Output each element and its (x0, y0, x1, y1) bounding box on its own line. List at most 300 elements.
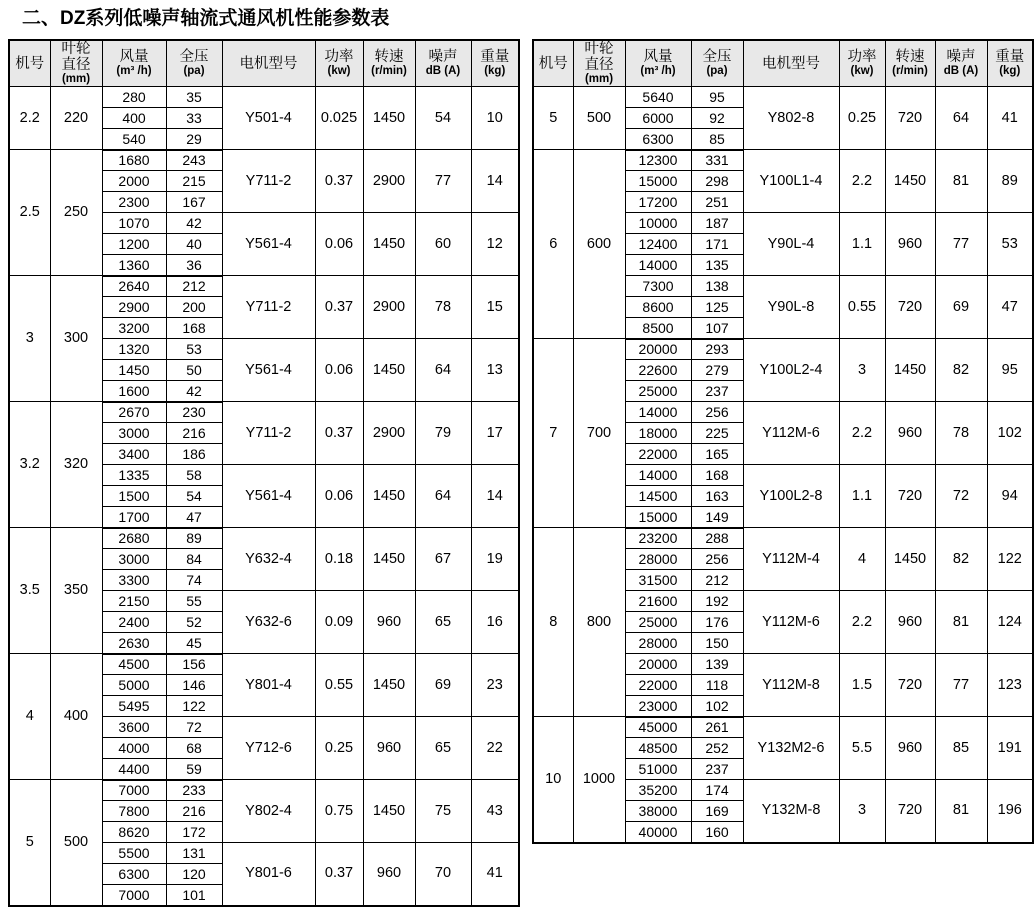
cell-weight: 16 (471, 591, 519, 654)
cell-speed: 960 (885, 717, 935, 780)
cell-air-flow: 2640 (102, 276, 166, 297)
cell-weight: 53 (987, 213, 1033, 276)
spec-table-right (532, 39, 1034, 844)
cell-noise: 64 (415, 465, 471, 528)
column-header-unit: dB (A) (425, 65, 461, 78)
cell-power: 0.37 (315, 402, 363, 465)
column-header-unit: (r/min) (371, 65, 407, 78)
cell-total-pressure: 169 (691, 801, 743, 822)
cell-air-flow: 3400 (102, 444, 166, 465)
cell-air-flow: 8620 (102, 822, 166, 843)
cell-power: 0.75 (315, 780, 363, 843)
cell-air-flow: 5640 (625, 87, 691, 108)
cell-power: 0.18 (315, 528, 363, 591)
cell-impeller-diameter: 1000 (573, 717, 625, 843)
cell-air-flow: 1450 (102, 360, 166, 381)
cell-total-pressure: 230 (166, 402, 222, 423)
cell-air-flow: 1600 (102, 381, 166, 402)
cell-weight: 124 (987, 591, 1033, 654)
cell-weight: 41 (987, 87, 1033, 150)
cell-impeller-diameter: 250 (50, 150, 102, 276)
column-header-unit: (m³ /h) (640, 65, 676, 78)
cell-power: 0.06 (315, 339, 363, 402)
cell-total-pressure: 89 (166, 528, 222, 549)
header-row (9, 40, 519, 87)
right-table-wrapper (532, 39, 1034, 844)
cell-air-flow: 2670 (102, 402, 166, 423)
cell-speed: 720 (885, 465, 935, 528)
cell-air-flow: 7800 (102, 801, 166, 822)
cell-total-pressure: 45 (166, 633, 222, 654)
table-row (533, 717, 1033, 738)
cell-air-flow: 31500 (625, 570, 691, 591)
cell-noise: 79 (415, 402, 471, 465)
column-header-model (743, 40, 839, 87)
column-header-text: 风量 (643, 49, 673, 66)
cell-noise: 82 (935, 528, 987, 591)
cell-air-flow: 14000 (625, 255, 691, 276)
column-header-text: 叶轮 (584, 41, 614, 57)
cell-noise: 78 (415, 276, 471, 339)
column-header-noise (415, 40, 471, 87)
column-header-text: 全压 (702, 49, 732, 66)
cell-total-pressure: 102 (691, 696, 743, 717)
cell-air-flow: 3600 (102, 717, 166, 738)
cell-noise: 81 (935, 591, 987, 654)
column-header-unit: (mm) (61, 73, 91, 86)
cell-air-flow: 51000 (625, 759, 691, 780)
cell-impeller-diameter: 220 (50, 87, 102, 150)
cell-air-flow: 4000 (102, 738, 166, 759)
cell-weight: 23 (471, 654, 519, 717)
cell-noise: 72 (935, 465, 987, 528)
cell-air-flow: 48500 (625, 738, 691, 759)
cell-fan-number: 3.5 (9, 528, 50, 654)
cell-noise: 81 (935, 780, 987, 843)
cell-impeller-diameter: 500 (573, 87, 625, 150)
cell-motor-model: Y112M-4 (743, 528, 839, 591)
table-row (9, 528, 519, 549)
cell-air-flow: 15000 (625, 507, 691, 528)
cell-total-pressure: 122 (166, 696, 222, 717)
cell-air-flow: 25000 (625, 612, 691, 633)
cell-total-pressure: 42 (166, 213, 222, 234)
cell-weight: 102 (987, 402, 1033, 465)
header-row (533, 40, 1033, 87)
cell-fan-number: 2.5 (9, 150, 50, 276)
cell-total-pressure: 138 (691, 276, 743, 297)
column-header-flow (102, 40, 166, 87)
cell-power: 0.37 (315, 150, 363, 213)
tables-container (0, 39, 1025, 907)
cell-total-pressure: 174 (691, 780, 743, 801)
cell-total-pressure: 160 (691, 822, 743, 843)
cell-fan-number: 10 (533, 717, 573, 843)
cell-motor-model: Y112M-8 (743, 654, 839, 717)
cell-air-flow: 3000 (102, 549, 166, 570)
cell-weight: 43 (471, 780, 519, 843)
cell-total-pressure: 125 (691, 297, 743, 318)
cell-power: 0.06 (315, 213, 363, 276)
cell-air-flow: 25000 (625, 381, 691, 402)
cell-air-flow: 40000 (625, 822, 691, 843)
column-header-text: 噪声 (946, 49, 976, 66)
cell-motor-model: Y90L-8 (743, 276, 839, 339)
cell-air-flow: 14000 (625, 465, 691, 486)
cell-air-flow: 7000 (102, 780, 166, 801)
column-header-flow (625, 40, 691, 87)
cell-fan-number: 2.2 (9, 87, 50, 150)
cell-weight: 14 (471, 465, 519, 528)
cell-total-pressure: 256 (691, 402, 743, 423)
cell-weight: 19 (471, 528, 519, 591)
column-header-unit: (kg) (999, 65, 1021, 78)
column-header-dia (50, 40, 102, 87)
cell-noise: 54 (415, 87, 471, 150)
table-row (9, 402, 519, 423)
cell-air-flow: 7000 (102, 885, 166, 906)
cell-total-pressure: 146 (166, 675, 222, 696)
cell-weight: 47 (987, 276, 1033, 339)
cell-air-flow: 3300 (102, 570, 166, 591)
cell-air-flow: 2680 (102, 528, 166, 549)
cell-weight: 95 (987, 339, 1033, 402)
column-header-text: 风量 (119, 49, 149, 66)
cell-air-flow: 18000 (625, 423, 691, 444)
cell-total-pressure: 216 (166, 801, 222, 822)
column-header-noise (935, 40, 987, 87)
cell-air-flow: 28000 (625, 549, 691, 570)
cell-noise: 67 (415, 528, 471, 591)
cell-total-pressure: 261 (691, 717, 743, 738)
cell-total-pressure: 139 (691, 654, 743, 675)
cell-air-flow: 1200 (102, 234, 166, 255)
cell-air-flow: 3200 (102, 318, 166, 339)
cell-motor-model: Y561-4 (222, 339, 315, 402)
cell-impeller-diameter: 320 (50, 402, 102, 528)
cell-fan-number: 3.2 (9, 402, 50, 528)
cell-noise: 82 (935, 339, 987, 402)
cell-noise: 78 (935, 402, 987, 465)
cell-total-pressure: 252 (691, 738, 743, 759)
cell-air-flow: 6000 (625, 108, 691, 129)
cell-power: 2.2 (839, 591, 885, 654)
cell-motor-model: Y561-4 (222, 465, 315, 528)
cell-air-flow: 1700 (102, 507, 166, 528)
cell-total-pressure: 68 (166, 738, 222, 759)
cell-power: 0.025 (315, 87, 363, 150)
column-header-model (222, 40, 315, 87)
table-row (533, 528, 1033, 549)
cell-total-pressure: 293 (691, 339, 743, 360)
cell-air-flow: 6300 (102, 864, 166, 885)
cell-total-pressure: 192 (691, 591, 743, 612)
cell-motor-model: Y100L2-8 (743, 465, 839, 528)
cell-weight: 13 (471, 339, 519, 402)
column-header-unit: (m³ /h) (116, 65, 152, 78)
cell-air-flow: 38000 (625, 801, 691, 822)
cell-weight: 123 (987, 654, 1033, 717)
cell-speed: 1450 (363, 780, 415, 843)
column-header-text: 机号 (15, 55, 45, 72)
cell-air-flow: 10000 (625, 213, 691, 234)
column-header-no (533, 40, 573, 87)
cell-speed: 1450 (885, 528, 935, 591)
cell-air-flow: 22600 (625, 360, 691, 381)
column-header-text: 噪声 (428, 49, 458, 66)
cell-air-flow: 14500 (625, 486, 691, 507)
cell-air-flow: 7300 (625, 276, 691, 297)
table-row (533, 150, 1033, 171)
cell-air-flow: 17200 (625, 192, 691, 213)
cell-total-pressure: 251 (691, 192, 743, 213)
cell-power: 1.1 (839, 465, 885, 528)
cell-power: 0.55 (315, 654, 363, 717)
cell-air-flow: 20000 (625, 654, 691, 675)
cell-total-pressure: 53 (166, 339, 222, 360)
cell-speed: 960 (363, 591, 415, 654)
cell-air-flow: 1680 (102, 150, 166, 171)
cell-air-flow: 12400 (625, 234, 691, 255)
cell-motor-model: Y802-4 (222, 780, 315, 843)
cell-total-pressure: 298 (691, 171, 743, 192)
cell-impeller-diameter: 700 (573, 339, 625, 528)
cell-motor-model: Y112M-6 (743, 591, 839, 654)
cell-weight: 196 (987, 780, 1033, 843)
cell-total-pressure: 85 (691, 129, 743, 150)
cell-noise: 65 (415, 591, 471, 654)
cell-air-flow: 2900 (102, 297, 166, 318)
cell-air-flow: 12300 (625, 150, 691, 171)
cell-total-pressure: 212 (166, 276, 222, 297)
cell-noise: 77 (415, 150, 471, 213)
cell-total-pressure: 243 (166, 150, 222, 171)
cell-motor-model: Y801-6 (222, 843, 315, 906)
cell-motor-model: Y132M2-6 (743, 717, 839, 780)
cell-noise: 75 (415, 780, 471, 843)
cell-total-pressure: 118 (691, 675, 743, 696)
page-title: 二、DZ系列低噪声轴流式通风机性能参数表 (22, 8, 390, 29)
cell-noise: 70 (415, 843, 471, 906)
cell-air-flow: 23000 (625, 696, 691, 717)
cell-speed: 1450 (363, 654, 415, 717)
column-header-press (166, 40, 222, 87)
cell-total-pressure: 72 (166, 717, 222, 738)
cell-speed: 720 (885, 276, 935, 339)
cell-air-flow: 2300 (102, 192, 166, 213)
column-header-dia (573, 40, 625, 87)
cell-power: 0.25 (839, 87, 885, 150)
column-header-text: 转速 (374, 49, 404, 66)
cell-speed: 1450 (363, 213, 415, 276)
cell-air-flow: 20000 (625, 339, 691, 360)
cell-air-flow: 1360 (102, 255, 166, 276)
cell-speed: 720 (885, 87, 935, 150)
cell-power: 5.5 (839, 717, 885, 780)
cell-total-pressure: 200 (166, 297, 222, 318)
cell-total-pressure: 107 (691, 318, 743, 339)
cell-total-pressure: 58 (166, 465, 222, 486)
column-header-text: 转速 (895, 49, 925, 66)
cell-total-pressure: 74 (166, 570, 222, 591)
cell-total-pressure: 167 (166, 192, 222, 213)
cell-motor-model: Y561-4 (222, 213, 315, 276)
column-header-unit: (pa) (706, 65, 728, 78)
cell-speed: 1450 (363, 465, 415, 528)
cell-air-flow: 4500 (102, 654, 166, 675)
cell-total-pressure: 92 (691, 108, 743, 129)
cell-motor-model: Y112M-6 (743, 402, 839, 465)
column-header-unit: (kg) (484, 65, 506, 78)
cell-speed: 1450 (885, 150, 935, 213)
column-header-text: 功率 (324, 49, 354, 66)
column-header-no (9, 40, 50, 87)
cell-air-flow: 540 (102, 129, 166, 150)
cell-total-pressure: 52 (166, 612, 222, 633)
cell-air-flow: 400 (102, 108, 166, 129)
cell-total-pressure: 95 (691, 87, 743, 108)
cell-total-pressure: 33 (166, 108, 222, 129)
cell-total-pressure: 187 (691, 213, 743, 234)
cell-impeller-diameter: 600 (573, 150, 625, 339)
column-header-rpm (363, 40, 415, 87)
table-body-right (533, 87, 1033, 843)
cell-air-flow: 1500 (102, 486, 166, 507)
cell-total-pressure: 165 (691, 444, 743, 465)
table-header-left (9, 40, 519, 87)
cell-weight: 12 (471, 213, 519, 276)
cell-total-pressure: 149 (691, 507, 743, 528)
cell-power: 2.2 (839, 150, 885, 213)
cell-noise: 69 (935, 276, 987, 339)
cell-motor-model: Y801-4 (222, 654, 315, 717)
column-header-text-2: 直径 (584, 57, 614, 74)
column-header-unit: dB (A) (943, 65, 979, 78)
cell-air-flow: 2000 (102, 171, 166, 192)
cell-weight: 10 (471, 87, 519, 150)
column-header-unit: (r/min) (892, 65, 928, 78)
spec-table-left (8, 39, 520, 907)
cell-air-flow: 5000 (102, 675, 166, 696)
cell-noise: 69 (415, 654, 471, 717)
cell-total-pressure: 172 (166, 822, 222, 843)
cell-air-flow: 2630 (102, 633, 166, 654)
cell-weight: 191 (987, 717, 1033, 780)
cell-power: 0.37 (315, 843, 363, 906)
cell-air-flow: 4400 (102, 759, 166, 780)
column-header-unit: (pa) (183, 65, 205, 78)
cell-fan-number: 4 (9, 654, 50, 780)
cell-air-flow: 5495 (102, 696, 166, 717)
cell-motor-model: Y711-2 (222, 150, 315, 213)
cell-total-pressure: 216 (166, 423, 222, 444)
cell-total-pressure: 40 (166, 234, 222, 255)
table-row (9, 780, 519, 801)
cell-speed: 960 (885, 591, 935, 654)
cell-total-pressure: 176 (691, 612, 743, 633)
cell-speed: 1450 (363, 528, 415, 591)
cell-total-pressure: 186 (166, 444, 222, 465)
cell-power: 0.09 (315, 591, 363, 654)
cell-air-flow: 8600 (625, 297, 691, 318)
cell-total-pressure: 59 (166, 759, 222, 780)
cell-motor-model: Y711-2 (222, 276, 315, 339)
cell-weight: 122 (987, 528, 1033, 591)
cell-air-flow: 5500 (102, 843, 166, 864)
cell-air-flow: 23200 (625, 528, 691, 549)
cell-total-pressure: 237 (691, 381, 743, 402)
cell-power: 4 (839, 528, 885, 591)
cell-weight: 15 (471, 276, 519, 339)
cell-air-flow: 28000 (625, 633, 691, 654)
cell-motor-model: Y711-2 (222, 402, 315, 465)
cell-speed: 2900 (363, 150, 415, 213)
column-header-text: 重量 (480, 49, 510, 66)
cell-power: 3 (839, 339, 885, 402)
column-header-text: 机号 (538, 55, 568, 72)
table-row (9, 276, 519, 297)
cell-air-flow: 8500 (625, 318, 691, 339)
cell-total-pressure: 233 (166, 780, 222, 801)
cell-total-pressure: 84 (166, 549, 222, 570)
cell-total-pressure: 150 (691, 633, 743, 654)
cell-noise: 65 (415, 717, 471, 780)
cell-speed: 1450 (885, 339, 935, 402)
cell-power: 0.55 (839, 276, 885, 339)
cell-total-pressure: 168 (691, 465, 743, 486)
cell-motor-model: Y712-6 (222, 717, 315, 780)
cell-total-pressure: 36 (166, 255, 222, 276)
cell-speed: 960 (885, 402, 935, 465)
table-row (9, 654, 519, 675)
cell-noise: 85 (935, 717, 987, 780)
column-header-press (691, 40, 743, 87)
cell-weight: 94 (987, 465, 1033, 528)
cell-motor-model: Y632-4 (222, 528, 315, 591)
cell-weight: 41 (471, 843, 519, 906)
column-header-text: 功率 (847, 49, 877, 66)
column-header-unit: (mm) (584, 73, 614, 86)
cell-total-pressure: 256 (691, 549, 743, 570)
cell-motor-model: Y802-8 (743, 87, 839, 150)
cell-fan-number: 3 (9, 276, 50, 402)
cell-noise: 64 (935, 87, 987, 150)
column-header-text: 重量 (995, 49, 1025, 66)
cell-motor-model: Y100L2-4 (743, 339, 839, 402)
column-header-unit: (kw) (327, 65, 351, 78)
cell-fan-number: 6 (533, 150, 573, 339)
column-header-rpm (885, 40, 935, 87)
cell-air-flow: 1070 (102, 213, 166, 234)
cell-air-flow: 1320 (102, 339, 166, 360)
cell-fan-number: 5 (9, 780, 50, 906)
cell-air-flow: 2400 (102, 612, 166, 633)
cell-weight: 89 (987, 150, 1033, 213)
cell-air-flow: 14000 (625, 402, 691, 423)
cell-speed: 960 (885, 213, 935, 276)
cell-total-pressure: 55 (166, 591, 222, 612)
cell-speed: 1450 (363, 339, 415, 402)
cell-air-flow: 45000 (625, 717, 691, 738)
cell-total-pressure: 50 (166, 360, 222, 381)
cell-noise: 64 (415, 339, 471, 402)
cell-air-flow: 21600 (625, 591, 691, 612)
cell-power: 1.1 (839, 213, 885, 276)
cell-weight: 22 (471, 717, 519, 780)
cell-total-pressure: 163 (691, 486, 743, 507)
cell-impeller-diameter: 350 (50, 528, 102, 654)
cell-impeller-diameter: 800 (573, 528, 625, 717)
